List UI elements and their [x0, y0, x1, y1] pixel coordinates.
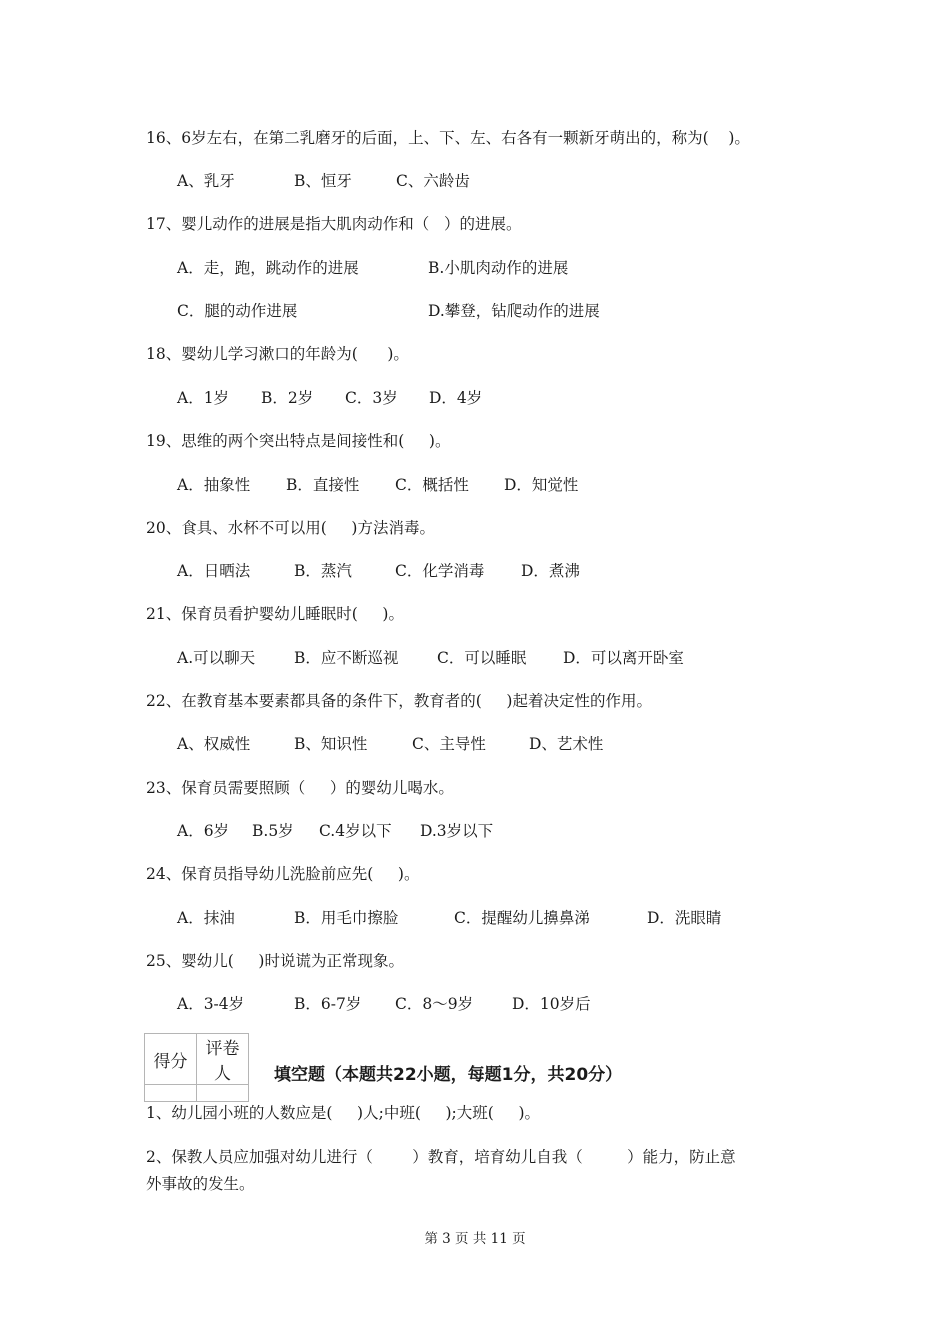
grader-cell [197, 1085, 249, 1102]
option-19a: A．抽象性 [177, 476, 251, 494]
option-24b: B．用毛巾擦脸 [294, 909, 399, 927]
option-21b: B．应不断巡视 [294, 649, 399, 667]
question-22: 22、在教育基本要素都具备的条件下，教育者的( )起着决定性的作用。 [146, 692, 652, 710]
question-19: 19、思维的两个突出特点是间接性和( )。 [146, 432, 451, 450]
option-19c: C．概括性 [395, 476, 469, 494]
option-25b: B．6-7岁 [294, 995, 362, 1013]
score-cell [145, 1085, 197, 1102]
option-23a: A．6岁 [177, 822, 230, 840]
option-18a: A．1岁 [177, 389, 230, 407]
option-16c: C、六龄齿 [396, 172, 470, 190]
option-23d: D.3岁以下 [420, 822, 494, 840]
option-19b: B．直接性 [286, 476, 360, 494]
option-18b: B．2岁 [261, 389, 314, 407]
question-18: 18、婴幼儿学习漱口的年龄为( )。 [146, 345, 409, 363]
option-25d: D．10岁后 [512, 995, 591, 1013]
option-22d: D、艺术性 [529, 735, 604, 753]
fill-question-1: 1、幼儿园小班的人数应是( )人;中班( );大班( )。 [146, 1104, 540, 1122]
option-25a: A．3-4岁 [177, 995, 245, 1013]
option-24a: A．抹油 [177, 909, 235, 927]
option-22b: B、知识性 [294, 735, 368, 753]
option-22c: C、主导性 [412, 735, 486, 753]
option-21a: A.可以聊天 [177, 649, 256, 667]
option-17b: B.小肌肉动作的进展 [428, 259, 569, 277]
question-23: 23、保育员需要照顾（ ）的婴幼儿喝水。 [146, 779, 454, 797]
option-19d: D．知觉性 [504, 476, 579, 494]
option-21c: C．可以睡眠 [437, 649, 527, 667]
option-16b: B、恒牙 [294, 172, 352, 190]
option-22a: A、权威性 [177, 735, 251, 753]
option-24c: C．提醒幼儿擤鼻涕 [454, 909, 590, 927]
question-24: 24、保育员指导幼儿洗脸前应先( )。 [146, 865, 420, 883]
option-17a: A．走，跑，跳动作的进展 [177, 259, 359, 277]
question-25: 25、婴幼儿( )时说谎为正常现象。 [146, 952, 404, 970]
option-18c: C．3岁 [345, 389, 398, 407]
option-21d: D．可以离开卧室 [563, 649, 684, 667]
option-20b: B．蒸汽 [294, 562, 352, 580]
option-18d: D．4岁 [429, 389, 483, 407]
option-20d: D．煮沸 [521, 562, 580, 580]
score-box [144, 1033, 249, 1102]
option-25c: C．8～9岁 [395, 995, 474, 1013]
option-17c: C．腿的动作进展 [177, 302, 298, 320]
fill-question-2: 2、保教人员应加强对幼儿进行（ ）教育，培育幼儿自我（ ）能力，防止意 [146, 1148, 736, 1166]
option-24d: D．洗眼睛 [647, 909, 722, 927]
option-23c: C.4岁以下 [319, 822, 392, 840]
question-17: 17、婴儿动作的进展是指大肌肉动作和（ ）的进展。 [146, 215, 522, 233]
question-16: 16、6岁左右，在第二乳磨牙的后面，上、下、左、右各有一颗新牙萌出的，称为( )。 [146, 129, 750, 147]
question-20: 20、食具、水杯不可以用( )方法消毒。 [146, 519, 435, 537]
grader-label: 评卷人 [197, 1034, 249, 1085]
fill-question-2-cont: 外事故的发生。 [146, 1175, 255, 1193]
option-16a: A、乳牙 [177, 172, 235, 190]
option-23b: B.5岁 [252, 822, 294, 840]
score-label: 得分 [145, 1034, 197, 1085]
option-20a: A．日晒法 [177, 562, 251, 580]
section-title: 填空题（本题共22小题，每题1分，共20分） [274, 1065, 623, 1085]
option-20c: C．化学消毒 [395, 562, 485, 580]
question-21: 21、保育员看护婴幼儿睡眠时( )。 [146, 605, 404, 623]
page-footer: 第 3 页 共 11 页 [424, 1231, 526, 1247]
option-17d: D.攀登，钻爬动作的进展 [428, 302, 600, 320]
